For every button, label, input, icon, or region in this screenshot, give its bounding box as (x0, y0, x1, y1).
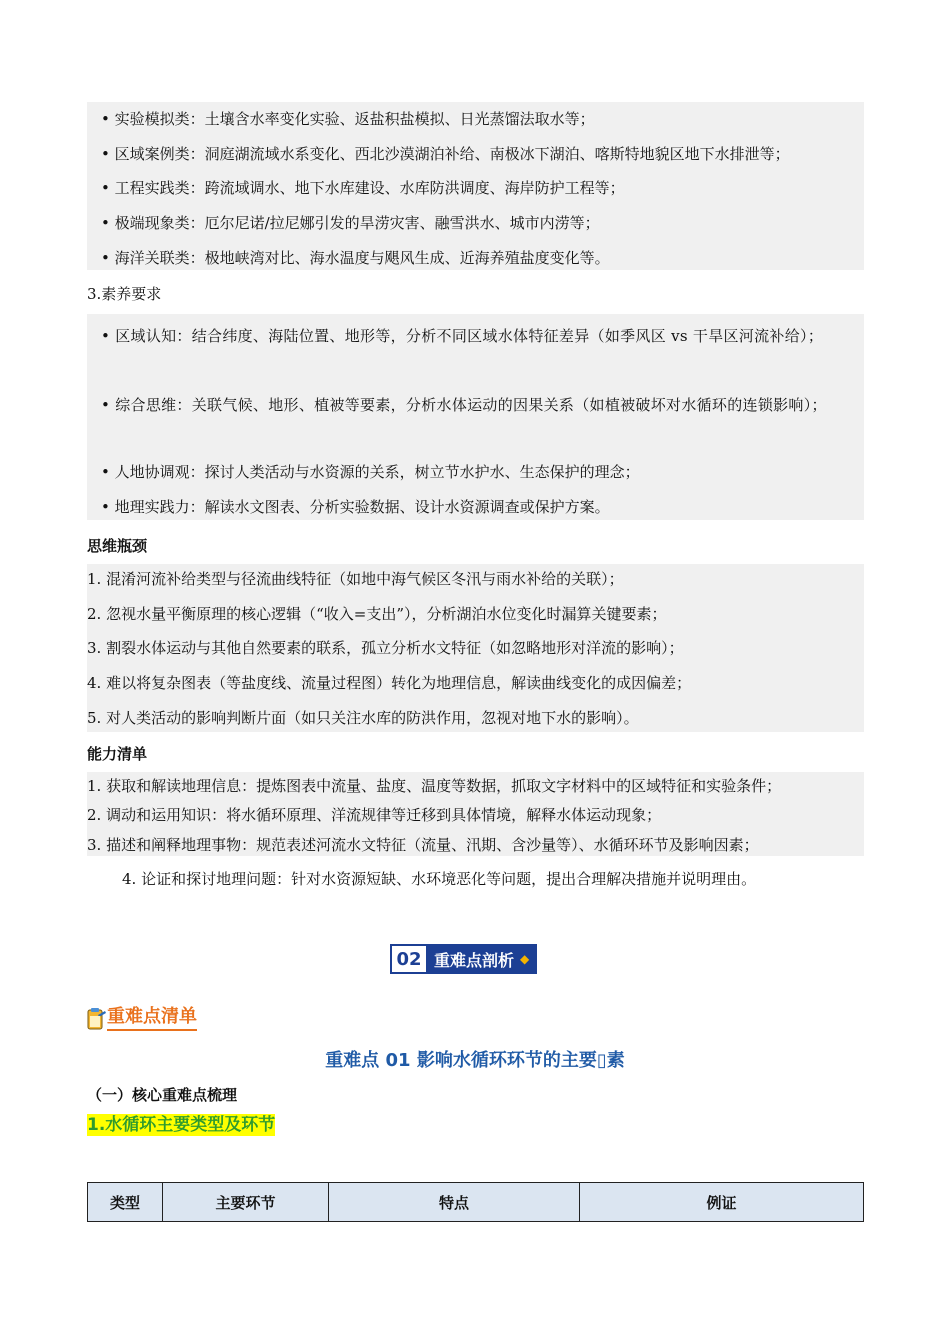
list-title (87, 1005, 197, 1031)
diamond-icon: ◆ (520, 952, 530, 966)
subsection-heading: （一）核心重难点梳理 (87, 1086, 238, 1104)
highlight-heading: 1.水循环主要类型及环节 (87, 1115, 276, 1135)
list-item: • 实验模拟类：土壤含水率变化实验、返盐积盐模拟、日光蒸馏法取水等； (101, 110, 595, 128)
column-header: 主要环节 (163, 1183, 329, 1222)
column-header: 类型 (88, 1183, 163, 1222)
literacy-heading: 3.素养要求 (87, 285, 162, 303)
column-header: 特点 (329, 1183, 580, 1222)
intro-bullet-block (87, 102, 864, 270)
clipboard-icon (87, 1007, 105, 1029)
section-badge (390, 944, 537, 974)
section-title (426, 946, 535, 972)
list-item: • 区域认知：结合纬度、海陆位置、地形等，分析不同区域水体特征差异（如季风区 vs 干旱区河流补给）； (101, 327, 824, 345)
list-item: 3. 割裂水体运动与其他自然要素的联系，孤立分析水文特征（如忽略地形对洋流的影响）； (87, 639, 684, 657)
list-item: • 人地协调观：探讨人类活动与水资源的关系，树立节水护水、生态保护的理念； (101, 463, 640, 481)
bottleneck-heading: 思维瓶颈 (87, 537, 148, 555)
ability-block (87, 772, 864, 856)
list-item: 1. 混淆河流补给类型与径流曲线特征（如地中海气候区冬汛与雨水补给的关联）； (87, 570, 624, 588)
column-header: 例证 (580, 1183, 864, 1222)
section-number: 02 (392, 946, 426, 972)
list-item: • 综合思维：关联气候、地形、植被等要素，分析水体运动的因果关系（如植被破坏对水循环的连锁影响）； (101, 396, 827, 414)
list-item: • 区域案例类：洞庭湖流域水系变化、西北沙漠湖泊补给、南极冰下湖泊、喀斯特地貌区地下水排泄等； (101, 145, 790, 163)
table-header-row (88, 1183, 864, 1222)
list-title-text: 重难点清单 (107, 1005, 197, 1031)
list-item: 2. 忽视水量平衡原理的核心逻辑（“收入=支出”），分析湖泊水位变化时漏算关键要素； (87, 605, 667, 623)
list-item: • 地理实践力：解读水文图表、分析实验数据、设计水资源调查或保护方案。 (101, 498, 610, 516)
type-table (87, 1182, 864, 1222)
list-item: 1. 获取和解读地理信息：提炼图表中流量、盐度、温度等数据，抓取文字材料中的区域特征和实验条件； (87, 777, 782, 795)
list-item: 4. 难以将复杂图表（等盐度线、流量过程图）转化为地理信息，解读曲线变化的成因偏差； (87, 674, 692, 692)
literacy-block (87, 314, 864, 520)
ability-heading: 能力清单 (87, 745, 148, 763)
list-item: 4. 论证和探讨地理问题：针对水资源短缺、水环境恶化等问题，提出合理解决措施并说明理由。 (122, 870, 757, 888)
list-item: • 工程实践类：跨流域调水、地下水库建设、水库防洪调度、海岸防护工程等； (101, 179, 625, 197)
list-item: • 极端现象类：厄尔尼诺/拉尼娜引发的旱涝灾害、融雪洪水、城市内涝等； (101, 214, 600, 232)
bottleneck-block (87, 564, 864, 732)
section-title-text: 重难点剖析 (434, 950, 515, 970)
list-item: 5. 对人类活动的影响判断片面（如只关注水库的防洪作用，忽视对地下水的影响）。 (87, 709, 639, 727)
list-item: • 海洋关联类：极地峡湾对比、海水温度与飓风生成、近海养殖盐度变化等。 (101, 249, 610, 267)
point-title: 重难点 01 影响水循环环节的主要▯素 (325, 1050, 625, 1071)
list-item: 2. 调动和运用知识：将水循环原理、洋流规律等迁移到具体情境，解释水体运动现象； (87, 806, 662, 824)
list-item: 3. 描述和阐释地理事物：规范表述河流水文特征（流量、汛期、含沙量等）、水循环环节及影响因素； (87, 836, 759, 854)
